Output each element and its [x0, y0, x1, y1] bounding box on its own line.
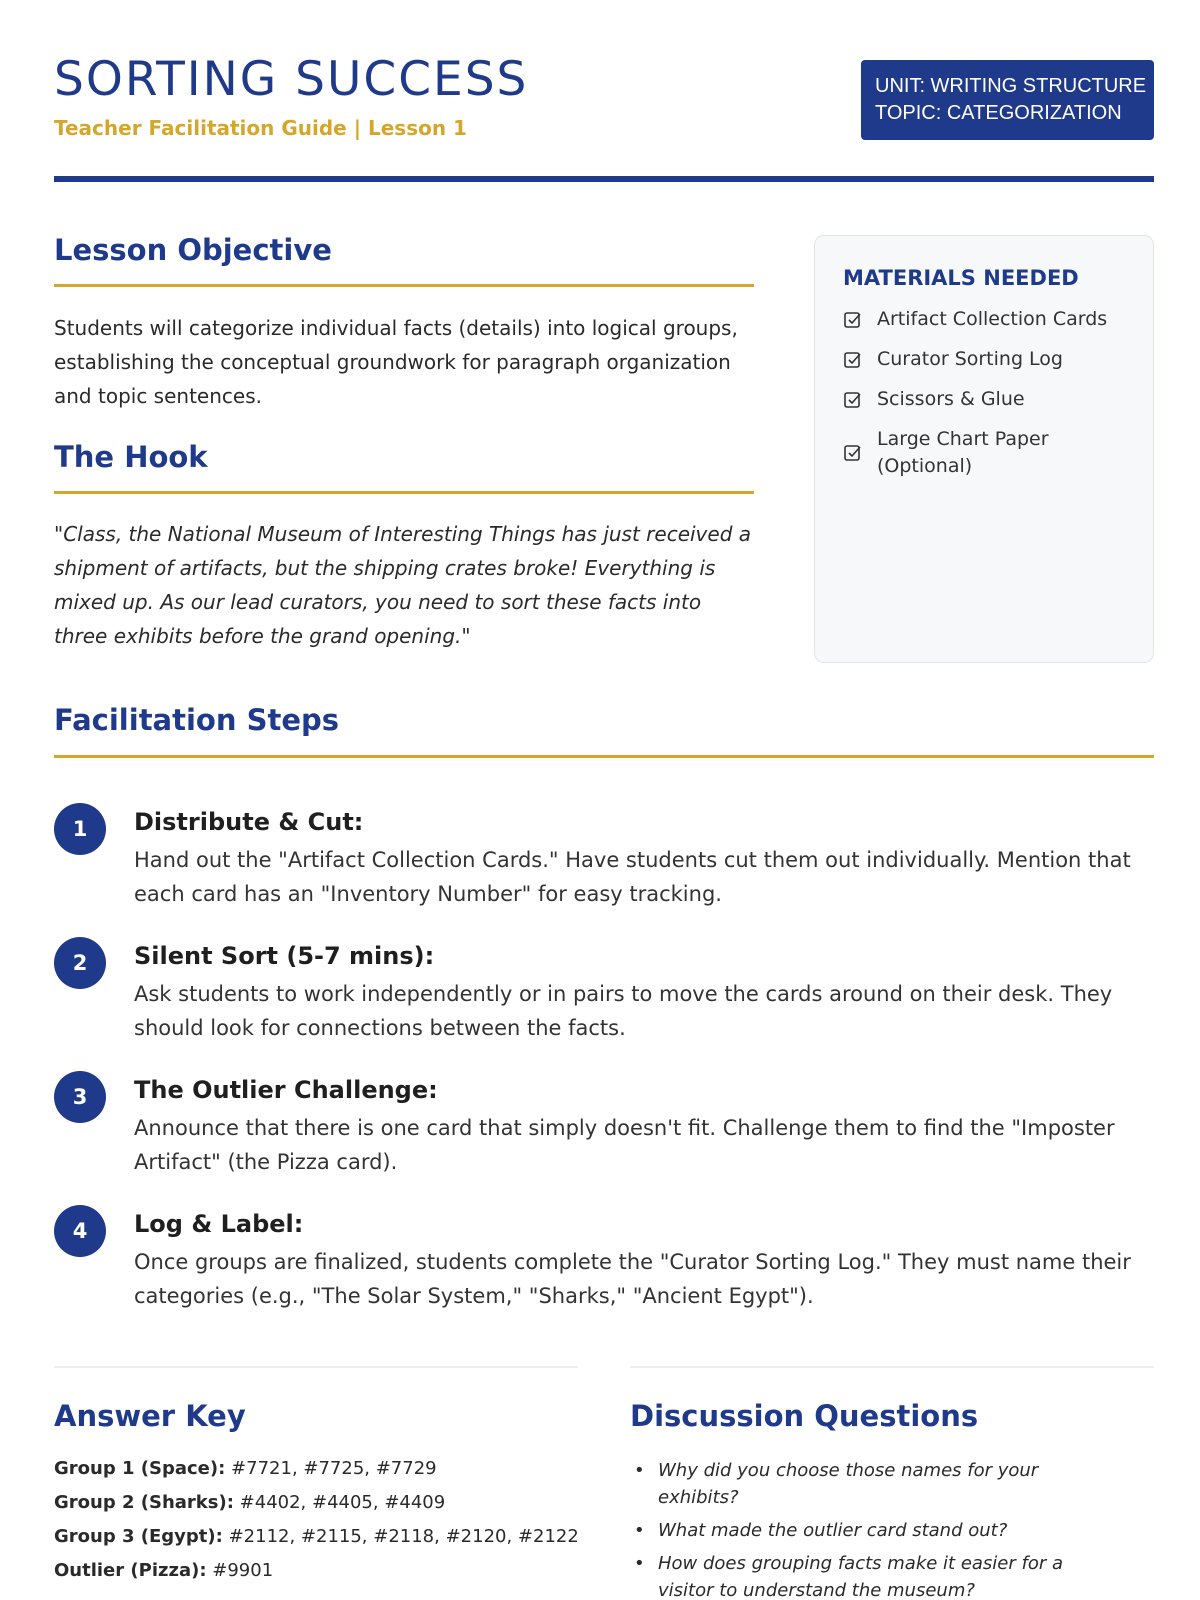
step-description: Ask students to work independently or in pairs to move the cards around on their desk. They should look for connections between the facts.: [134, 982, 1113, 1040]
answer-key-heading: Answer Key: [54, 1399, 246, 1433]
material-label: Artifact Collection Cards: [877, 308, 1108, 330]
answer-key-label: Group 2 (Sharks):: [54, 1492, 234, 1513]
checkbox-icon: [843, 443, 863, 463]
answer-key-value: #7721, #7725, #7729: [231, 1458, 437, 1479]
objective-text: Students will categorize individual facts (details) into logical groups, establishing the conceptual groundwork for paragraph organization and topic sentences.: [54, 316, 738, 408]
step-number-badge: 3: [54, 1071, 106, 1123]
hook-divider: [54, 491, 754, 494]
material-label: Scissors & Glue: [877, 388, 1025, 410]
material-item: [843, 426, 1077, 480]
answer-key-row: [54, 1492, 445, 1513]
objective-heading: Lesson Objective: [54, 233, 332, 267]
discussion-heading: Discussion Questions: [630, 1399, 979, 1433]
hook-quote: "Class, the National Museum of Interesting Things has just received a shipment of artifacts, but the shipping crates broke! Everything is mixed up. As our lead curators, you need to sort these facts into three exhibits before the grand opening.": [54, 522, 752, 648]
answer-key-divider: [54, 1366, 578, 1368]
answer-key-row: [54, 1560, 273, 1581]
material-label: Curator Sorting Log: [877, 348, 1063, 370]
topic-label: TOPIC: CATEGORIZATION: [875, 102, 1122, 124]
hook-heading: The Hook: [54, 440, 208, 474]
unit-label: UNIT: WRITING STRUCTURE: [875, 75, 1147, 97]
checkbox-icon: [843, 390, 863, 410]
step-number-badge: 4: [54, 1205, 106, 1257]
answer-key-label: Outlier (Pizza):: [54, 1560, 207, 1581]
materials-card: [814, 235, 1154, 663]
step-description: Once groups are finalized, students complete the "Curator Sorting Log." They must name their categories (e.g., "The Solar System," "Sharks," "Ancient Egypt").: [134, 1250, 1131, 1308]
steps-heading: Facilitation Steps: [54, 703, 340, 737]
answer-key-label: Group 1 (Space):: [54, 1458, 226, 1479]
step-number-badge: 1: [54, 803, 106, 855]
material-item: [843, 386, 1127, 413]
unit-topic-badge: [861, 60, 1154, 140]
step-number-badge: 2: [54, 937, 106, 989]
materials-title: MATERIALS NEEDED: [843, 266, 1079, 290]
answer-key-label: Group 3 (Egypt):: [54, 1526, 223, 1547]
material-item: [843, 346, 1127, 373]
checkbox-icon: [843, 350, 863, 370]
discussion-divider: [630, 1366, 1154, 1368]
header: [54, 52, 1154, 180]
discussion-question: • How does grouping facts make it easier for a visitor to understand the museum?: [630, 1550, 1100, 1600]
answer-key-value: #2112, #2115, #2118, #2120, #2122: [228, 1526, 579, 1547]
step-item: [54, 1205, 1154, 1315]
lesson-page: [54, 0, 1154, 1600]
answer-key-value: #4402, #4405, #4409: [239, 1492, 446, 1513]
step-item: [54, 937, 1154, 1047]
step-item: [54, 803, 1154, 913]
header-divider: [54, 176, 1154, 182]
objective-divider: [54, 284, 754, 287]
material-item: [843, 306, 1127, 333]
steps-divider: [54, 755, 1154, 758]
step-title: Distribute & Cut:: [134, 808, 364, 836]
step-title: Silent Sort (5-7 mins):: [134, 942, 435, 970]
step-title: Log & Label:: [134, 1210, 304, 1238]
page-subtitle: Teacher Facilitation Guide | Lesson 1: [54, 116, 467, 140]
material-label: Large Chart Paper (Optional): [877, 428, 1049, 477]
discussion-list: [630, 1457, 1100, 1600]
step-title: The Outlier Challenge:: [134, 1076, 438, 1104]
answer-key-value: #9901: [212, 1560, 274, 1581]
discussion-question: • What made the outlier card stand out?: [630, 1517, 1100, 1544]
discussion-question: • Why did you choose those names for your exhibits?: [630, 1457, 1100, 1511]
checkbox-icon: [843, 310, 863, 330]
step-description: Announce that there is one card that simply doesn't fit. Challenge them to find the "Imposter Artifact" (the Pizza card).: [134, 1116, 1115, 1174]
answer-key-row: [54, 1458, 437, 1479]
page-title: SORTING SUCCESS: [54, 52, 529, 107]
step-item: [54, 1071, 1154, 1181]
answer-key-row: [54, 1526, 579, 1547]
step-description: Hand out the "Artifact Collection Cards." Have students cut them out individually. Mention that each card has an "Inventory Number" for easy tracking.: [134, 848, 1131, 906]
